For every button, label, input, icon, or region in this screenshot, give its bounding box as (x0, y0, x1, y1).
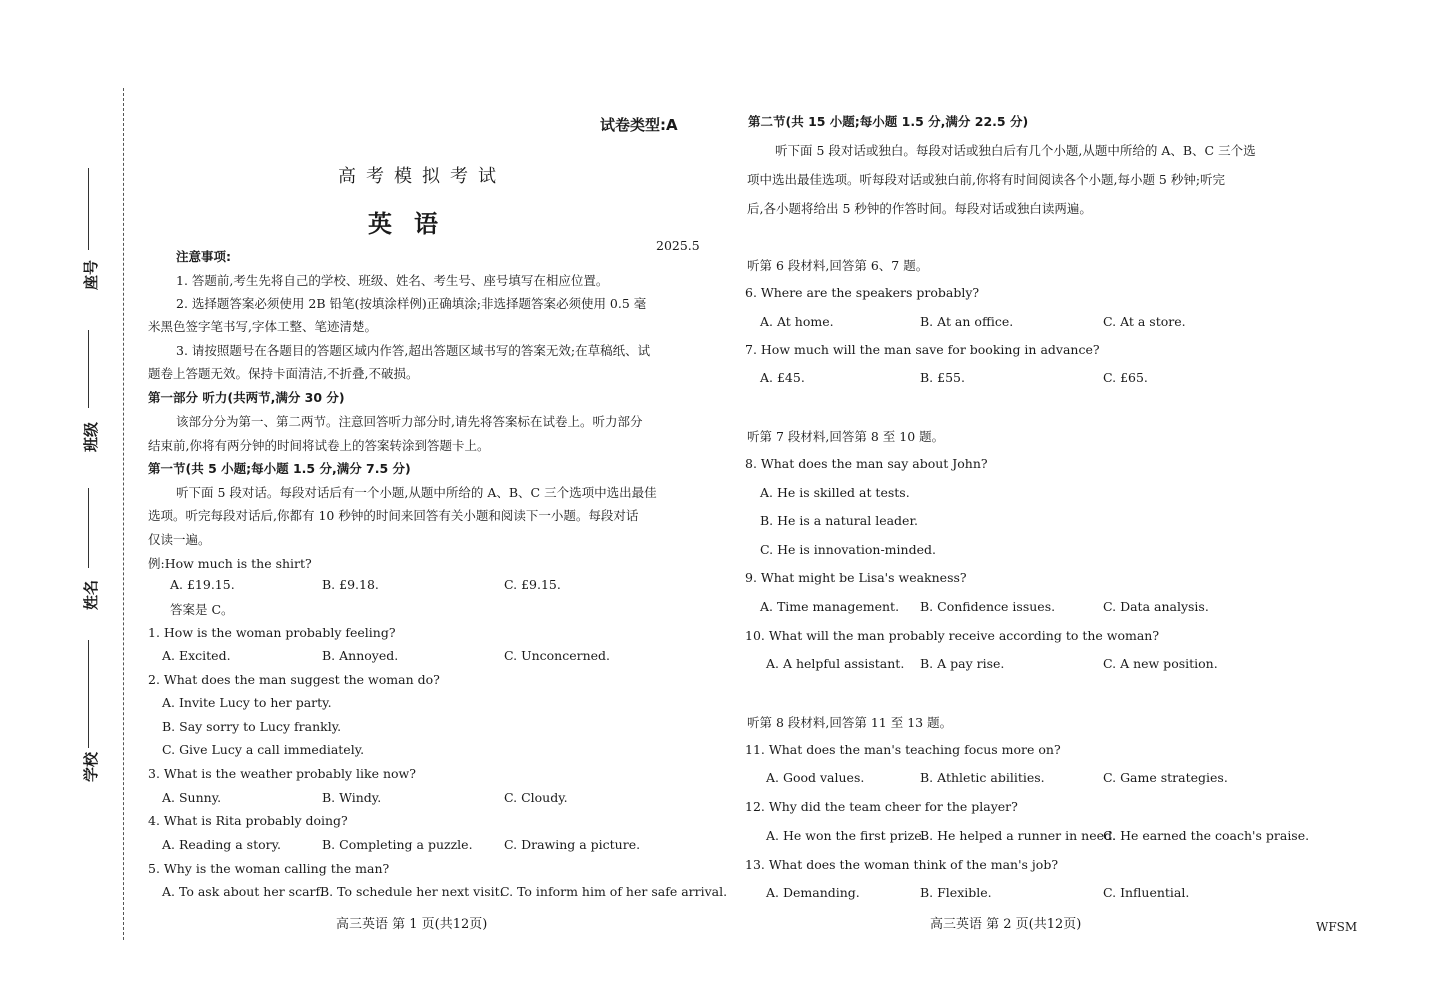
section1-text-3: 仅读一遍。 (148, 532, 211, 547)
q6-option-a: A. At home. (760, 314, 834, 329)
binding-line (123, 88, 124, 940)
question-1: 1. How is the woman probably feeling? (148, 625, 396, 640)
q7-option-b: B. £55. (920, 370, 965, 385)
q4-option-b: B. Completing a puzzle. (322, 837, 473, 852)
q3-option-b: B. Windy. (322, 790, 382, 805)
q8-option-b: B. He is a natural leader. (760, 513, 919, 528)
exam-date: 2025.5 (656, 238, 700, 253)
question-4: 4. What is Rita probably doing? (148, 813, 348, 828)
material-7: 听第 7 段材料,回答第 8 至 10 题。 (747, 429, 945, 444)
q4-option-a: A. Reading a story. (162, 837, 282, 852)
section1-text-1: 听下面 5 段对话。每段对话后有一个小题,从题中所给的 A、B、C 三个选项中选出最佳 (176, 485, 657, 500)
q3-option-c: C. Cloudy. (504, 790, 568, 805)
q12-option-b: B. He helped a runner in need. (920, 828, 1116, 843)
q10-option-a: A. A helpful assistant. (766, 656, 905, 671)
notice-1: 1. 答题前,考生先将自己的学校、班级、姓名、考生号、座号填写在相应位置。 (176, 273, 609, 288)
page-2-footer: 高三英语 第 2 页(共12页) (930, 917, 1082, 932)
question-13: 13. What does the woman think of the man's job? (745, 857, 1059, 872)
part1-heading: 第一部分 听力(共两节,满分 30 分) (148, 390, 345, 405)
q2-option-b: B. Say sorry to Lucy frankly. (162, 719, 342, 734)
notice-2: 2. 选择题答案必须使用 2B 铅笔(按填涂样例)正确填涂;非选择题答案必须使用 0.5 毫 (176, 296, 647, 311)
question-7: 7. How much will the man save for booking in advance? (745, 342, 1100, 357)
name-label: 姓名 (82, 579, 100, 610)
q10-option-c: C. A new position. (1103, 656, 1218, 671)
q6-option-b: B. At an office. (920, 314, 1014, 329)
part1-text-1: 该部分分为第一、第二两节。注意回答听力部分时,请先将答案标在试卷上。听力部分 (176, 414, 643, 429)
q5-option-b: B. To schedule her next visit. (320, 884, 504, 899)
notice-heading: 注意事项: (176, 249, 231, 264)
school-blank (88, 640, 89, 748)
q13-option-b: B. Flexible. (920, 885, 992, 900)
section2-text-1: 听下面 5 段对话或独白。每段对话或独白后有几个小题,从题中所给的 A、B、C 三个选 (775, 143, 1256, 158)
class-blank (88, 330, 89, 408)
q3-option-a: A. Sunny. (162, 790, 222, 805)
page-1-footer: 高三英语 第 1 页(共12页) (336, 917, 488, 932)
q1-option-c: C. Unconcerned. (504, 648, 611, 663)
section2-text-3: 后,各小题将给出 5 秒钟的作答时间。每段对话或独白读两遍。 (747, 201, 1092, 216)
name-blank (88, 488, 89, 568)
school-label: 学校 (82, 751, 100, 782)
question-5: 5. Why is the woman calling the man? (148, 861, 390, 876)
seat-label: 座号 (82, 259, 100, 290)
q11-option-b: B. Athletic abilities. (920, 770, 1045, 785)
exam-title: 高考模拟考试 (338, 166, 506, 187)
example-option-a: A. £19.15. (170, 577, 235, 592)
section2-heading: 第二节(共 15 小题;每小题 1.5 分,满分 22.5 分) (748, 114, 1029, 129)
q9-option-b: B. Confidence issues. (920, 599, 1056, 614)
section1-heading: 第一节(共 5 小题;每小题 1.5 分,满分 7.5 分) (148, 461, 411, 476)
q2-option-a: A. Invite Lucy to her party. (162, 695, 332, 710)
class-label: 班级 (82, 421, 100, 452)
subject-title: 英语 (368, 210, 460, 238)
part1-text-2: 结束前,你将有两分钟的时间将试卷上的答案转涂到答题卡上。 (148, 438, 490, 453)
example-answer: 答案是 C。 (170, 602, 234, 617)
q11-option-a: A. Good values. (766, 770, 865, 785)
q8-option-c: C. He is innovation-minded. (760, 542, 936, 557)
q13-option-a: A. Demanding. (766, 885, 860, 900)
q9-option-c: C. Data analysis. (1103, 599, 1209, 614)
material-6: 听第 6 段材料,回答第 6、7 题。 (747, 258, 929, 273)
material-8: 听第 8 段材料,回答第 11 至 13 题。 (747, 715, 953, 730)
question-10: 10. What will the man probably receive according to the woman? (745, 628, 1160, 643)
watermark-code: WFSM (1316, 920, 1358, 934)
notice-3-cont: 题卷上答题无效。保持卡面清洁,不折叠,不破损。 (148, 366, 419, 381)
q12-option-a: A. He won the first prize. (766, 828, 926, 843)
notice-3: 3. 请按照题号在各题目的答题区域内作答,超出答题区域书写的答案无效;在草稿纸、试 (176, 343, 651, 358)
q5-option-c: C. To inform him of her safe arrival. (500, 884, 728, 899)
section2-text-2: 项中选出最佳选项。听每段对话或独白前,你将有时间阅读各个小题,每小题 5 秒钟;听完 (747, 172, 1226, 187)
paper-type: 试卷类型:A (600, 116, 678, 134)
example-question: 例:How much is the shirt? (148, 556, 312, 571)
q7-option-c: C. £65. (1103, 370, 1148, 385)
q13-option-c: C. Influential. (1103, 885, 1190, 900)
question-3: 3. What is the weather probably like now? (148, 766, 416, 781)
q4-option-c: C. Drawing a picture. (504, 837, 641, 852)
section1-text-2: 选项。听完每段对话后,你都有 10 秒钟的时间来回答有关小题和阅读下一小题。每段对话 (148, 508, 639, 523)
question-8: 8. What does the man say about John? (745, 456, 988, 471)
question-6: 6. Where are the speakers probably? (745, 285, 980, 300)
q5-option-a: A. To ask about her scarf. (162, 884, 324, 899)
q11-option-c: C. Game strategies. (1103, 770, 1228, 785)
q1-option-b: B. Annoyed. (322, 648, 399, 663)
q9-option-a: A. Time management. (760, 599, 900, 614)
q6-option-c: C. At a store. (1103, 314, 1186, 329)
example-option-c: C. £9.15. (504, 577, 561, 592)
q2-option-c: C. Give Lucy a call immediately. (162, 742, 365, 757)
question-2: 2. What does the man suggest the woman do? (148, 672, 440, 687)
example-option-b: B. £9.18. (322, 577, 379, 592)
notice-2-cont: 米黑色签字笔书写,字体工整、笔迹清楚。 (148, 319, 377, 334)
question-9: 9. What might be Lisa's weakness? (745, 570, 967, 585)
seat-blank (88, 168, 89, 250)
question-12: 12. Why did the team cheer for the player? (745, 799, 1018, 814)
question-11: 11. What does the man's teaching focus more on? (745, 742, 1061, 757)
q1-option-a: A. Excited. (162, 648, 231, 663)
q7-option-a: A. £45. (760, 370, 805, 385)
q10-option-b: B. A pay rise. (920, 656, 1005, 671)
q12-option-c: C. He earned the coach's praise. (1103, 828, 1310, 843)
q8-option-a: A. He is skilled at tests. (760, 485, 910, 500)
